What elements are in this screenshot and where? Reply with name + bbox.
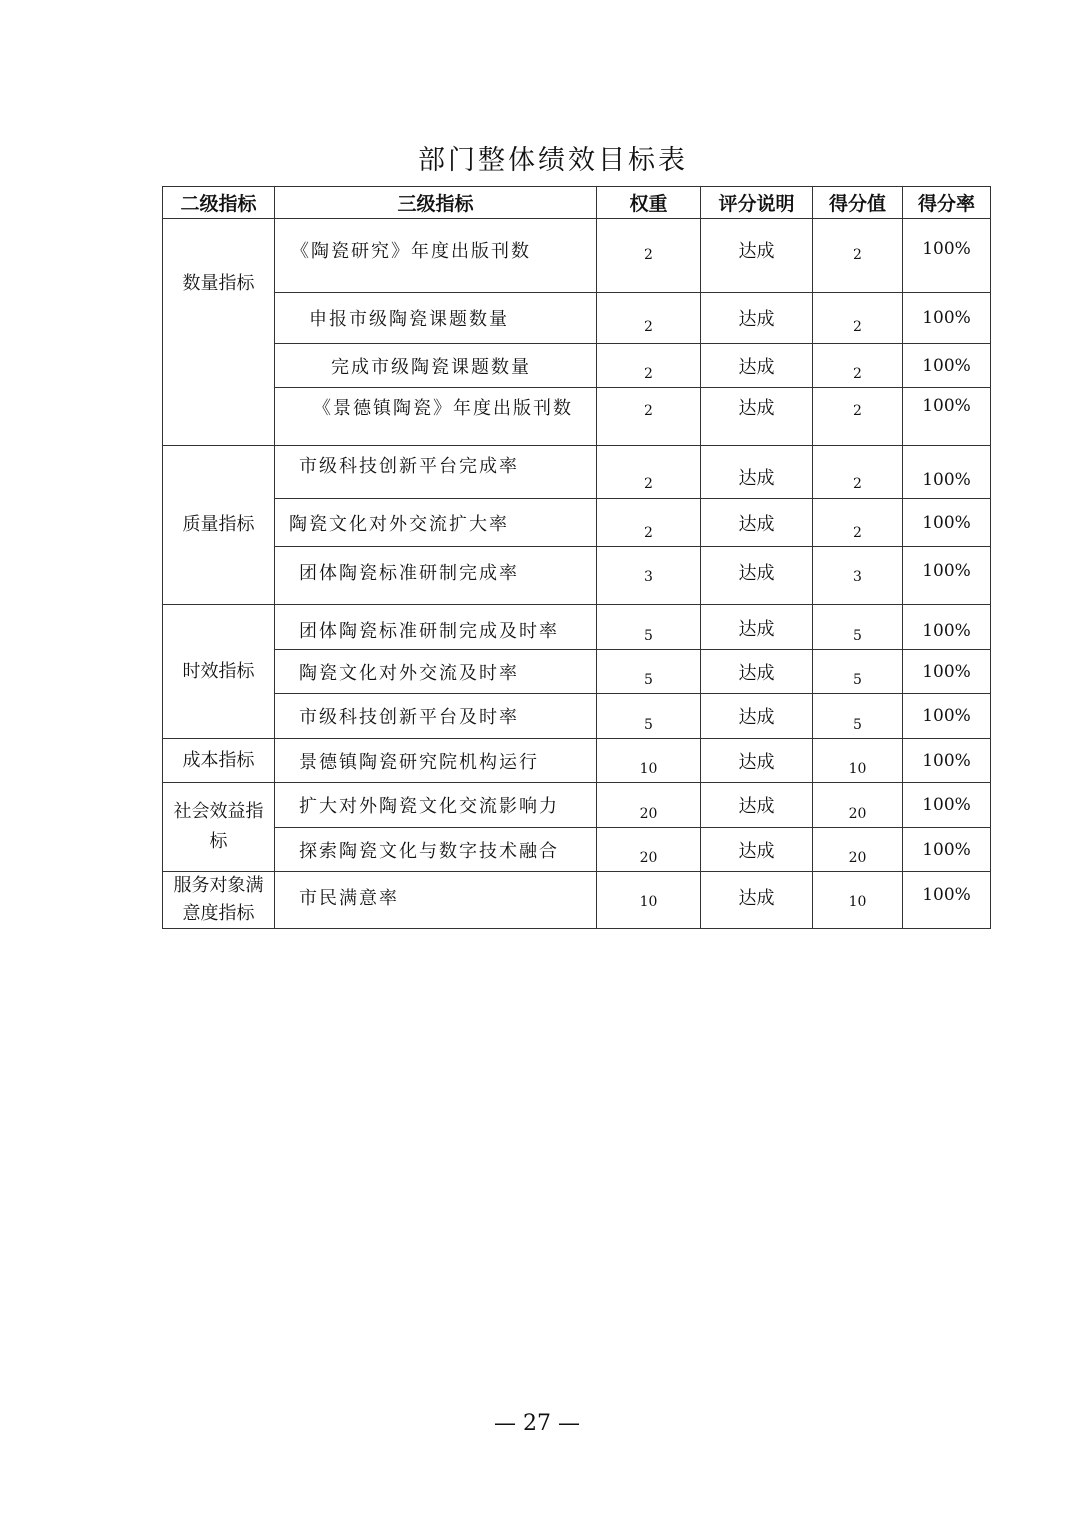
row-rate: 100% [903, 694, 991, 739]
row-evaluation: 达成 [701, 547, 813, 605]
row-evaluation: 达成 [701, 783, 813, 828]
table-header-row [163, 187, 991, 219]
row-indicator-name: 扩大对外陶瓷文化交流影响力 [275, 783, 597, 828]
row-rate: 100% [903, 293, 991, 344]
row-weight: 2 [597, 344, 701, 388]
category-social-line2: 标 [209, 831, 228, 852]
row-weight: 2 [597, 219, 701, 293]
row-weight: 2 [597, 388, 701, 446]
header-level3-indicator: 三级指标 [275, 187, 597, 219]
row-indicator-name: 探索陶瓷文化与数字技术融合 [275, 828, 597, 872]
row-rate: 100% [903, 828, 991, 872]
row-rate: 100% [903, 739, 991, 783]
category-satisfaction-line1: 服务对象满 [173, 875, 264, 896]
table-row [163, 499, 991, 547]
row-weight: 10 [597, 739, 701, 783]
row-rate: 100% [903, 499, 991, 547]
table-row [163, 446, 991, 499]
row-rate: 100% [903, 446, 991, 499]
category-quality-indicator: 质量指标 [163, 446, 275, 605]
table-row [163, 293, 991, 344]
table-row [163, 872, 991, 929]
row-indicator-name: 《陶瓷研究》年度出版刊数 [275, 219, 597, 293]
row-rate: 100% [903, 872, 991, 929]
row-weight: 2 [597, 293, 701, 344]
row-indicator-name: 《景德镇陶瓷》年度出版刊数 [275, 388, 597, 446]
row-evaluation: 达成 [701, 872, 813, 929]
header-level2-indicator: 二级指标 [163, 187, 275, 219]
table-row [163, 605, 991, 650]
row-weight: 5 [597, 605, 701, 650]
row-weight: 10 [597, 872, 701, 929]
row-weight: 5 [597, 650, 701, 694]
row-indicator-name: 完成市级陶瓷课题数量 [275, 344, 597, 388]
table-row [163, 547, 991, 605]
row-evaluation: 达成 [701, 739, 813, 783]
row-evaluation: 达成 [701, 499, 813, 547]
row-rate: 100% [903, 783, 991, 828]
row-score: 20 [813, 783, 903, 828]
header-score-value: 得分值 [813, 187, 903, 219]
row-weight: 20 [597, 783, 701, 828]
row-score: 2 [813, 388, 903, 446]
row-indicator-name: 景德镇陶瓷研究院机构运行 [275, 739, 597, 783]
row-indicator-name: 团体陶瓷标准研制完成及时率 [275, 605, 597, 650]
category-quantity-indicator: 数量指标 [163, 219, 275, 446]
table-row [163, 388, 991, 446]
row-score: 10 [813, 739, 903, 783]
row-indicator-name: 陶瓷文化对外交流扩大率 [275, 499, 597, 547]
table-row [163, 783, 991, 828]
table-row [163, 650, 991, 694]
row-score: 20 [813, 828, 903, 872]
row-rate: 100% [903, 219, 991, 293]
row-evaluation: 达成 [701, 219, 813, 293]
category-cost-indicator: 成本指标 [163, 739, 275, 783]
header-weight: 权重 [597, 187, 701, 219]
row-evaluation: 达成 [701, 446, 813, 499]
row-indicator-name: 市级科技创新平台完成率 [275, 446, 597, 499]
row-rate: 100% [903, 344, 991, 388]
category-timeliness-indicator: 时效指标 [163, 605, 275, 739]
row-score: 10 [813, 872, 903, 929]
row-rate: 100% [903, 650, 991, 694]
row-weight: 2 [597, 499, 701, 547]
header-score-rate: 得分率 [903, 187, 991, 219]
row-indicator-name: 市民满意率 [275, 872, 597, 929]
row-score: 3 [813, 547, 903, 605]
table-row [163, 219, 991, 293]
category-satisfaction-line2: 意度指标 [182, 903, 255, 924]
row-weight: 3 [597, 547, 701, 605]
category-social-benefit-indicator [163, 783, 275, 872]
row-score: 2 [813, 446, 903, 499]
row-indicator-name: 陶瓷文化对外交流及时率 [275, 650, 597, 694]
row-rate: 100% [903, 388, 991, 446]
table-row [163, 694, 991, 739]
row-score: 5 [813, 694, 903, 739]
row-score: 2 [813, 293, 903, 344]
header-scoring-description: 评分说明 [701, 187, 813, 219]
row-evaluation: 达成 [701, 293, 813, 344]
row-evaluation: 达成 [701, 828, 813, 872]
category-satisfaction-indicator [163, 872, 275, 929]
row-indicator-name: 申报市级陶瓷课题数量 [275, 293, 597, 344]
row-evaluation: 达成 [701, 344, 813, 388]
row-score: 5 [813, 650, 903, 694]
row-rate: 100% [903, 605, 991, 650]
row-evaluation: 达成 [701, 388, 813, 446]
performance-goals-table [162, 186, 991, 929]
row-score: 5 [813, 605, 903, 650]
row-rate: 100% [903, 547, 991, 605]
table-row [163, 739, 991, 783]
table-row [163, 828, 991, 872]
category-social-line1: 社会效益指 [173, 801, 264, 822]
row-indicator-name: 团体陶瓷标准研制完成率 [275, 547, 597, 605]
row-evaluation: 达成 [701, 650, 813, 694]
row-weight: 5 [597, 694, 701, 739]
page-number: — 27 — [494, 1411, 580, 1436]
row-evaluation: 达成 [701, 694, 813, 739]
row-indicator-name: 市级科技创新平台及时率 [275, 694, 597, 739]
row-weight: 20 [597, 828, 701, 872]
row-score: 2 [813, 344, 903, 388]
row-score: 2 [813, 219, 903, 293]
row-score: 2 [813, 499, 903, 547]
page-title: 部门整体绩效目标表 [418, 145, 688, 176]
table-row [163, 344, 991, 388]
row-evaluation: 达成 [701, 605, 813, 650]
row-weight: 2 [597, 446, 701, 499]
